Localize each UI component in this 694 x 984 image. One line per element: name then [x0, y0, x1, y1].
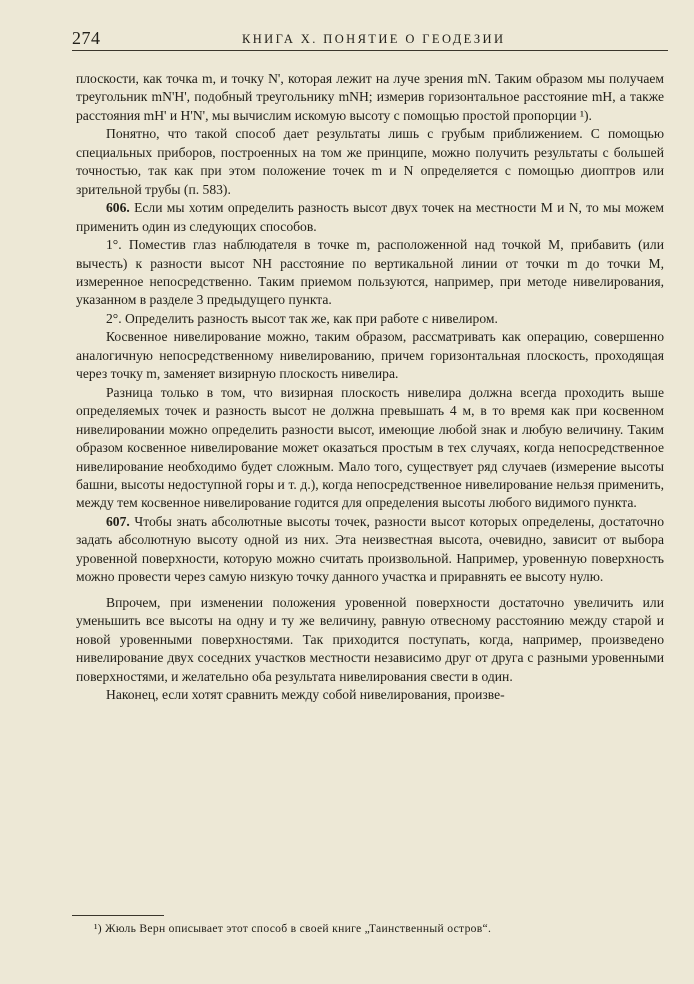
page-header — [72, 28, 668, 51]
paragraph-607: 607. Чтобы знать абсолютные высоты точек, разности высот которых определены, достаточно задать абсолютную высоту одной из них. Эта неизвестная высота, очевидно, зависит от выбора уровенной поверхности, которую можно считать произвольной. Например, уровенную поверхность можно провести через самую низкую точку данного участка и приравнять ее высоту нулю. — [76, 513, 664, 585]
paragraph: Разница только в том, что визирная плоскость нивелира должна всегда проходить выше определяемых точек и разность высот не должна превышать 4 м, в то время как при косвенном нивелировании можно определить разности высот, имеющие любой знак и любую величину. Таким образом косвенное нивелирование может оказаться простым в тех случаях, когда непосредственное нивелирование необходимо будет сложным. Мало того, существует ряд случаев (измерение высоты башни, высоты недоступной горы и т. д.), когда непосредственное нивелирование нельзя применить, между тем косвенное нивелирование годится для определения высоты любого видимого пункта. — [76, 384, 664, 511]
section-number: 606. — [106, 200, 130, 216]
running-title: КНИГА X. ПОНЯТИЕ О ГЕОДЕЗИИ — [242, 32, 506, 46]
paragraph: Понятно, что такой способ дает результаты лишь с грубым приближением. С помощью специальных приборов, построенных на том же принципе, можно получить результаты с большей точностью, так как при этом положение точек m и N определяется с помощью диоптров или зрительной трубы (п. 583). — [76, 126, 664, 197]
paragraph: 1°. Поместив глаз наблюдателя в точке m, расположенной над точкой M, прибавить (или вычесть) к разности высот NH расстояние по вертикальной линии от точки m до точки M, измеренное непосредственно. Таким приемом пользуются, например, при методе нивелирования, указанном в разделе 3 предыдущего пункта. — [76, 237, 664, 308]
footnote-rule — [72, 915, 164, 916]
page-number: 274 — [72, 28, 101, 48]
paragraph: Наконец, если хотят сравнить между собой нивелирования, произве- — [106, 686, 505, 702]
paragraph: Косвенное нивелирование можно, таким образом, рассматривать как операцию, совершенно аналогичную непосредственному нивелированию, причем горизонтальная плоскость, проходящая через точку m, заменяет визирную плоскость нивелира. — [76, 329, 664, 382]
page-body — [76, 70, 664, 704]
paragraph: 2°. Определить разность высот так же, как при работе с нивелиром. — [106, 310, 498, 326]
section-number: 607. — [106, 513, 130, 529]
paragraph-606: 606. Если мы хотим определить разность высот двух точек на местности M и N, то мы можем применить один из следующих способов. — [76, 200, 664, 234]
paragraph: плоскости, как точка m, и точку N', которая лежит на луче зрения mN. Таким образом мы получаем треугольник mN'H', подобный треугольнику mNH; измерив горизонтальное расстояние mH, а также расстояния mH' и H'N', мы вычислим искомую высоту с помощью простой пропорции ¹). — [76, 71, 664, 123]
paragraph: Впрочем, при изменении положения уровенной поверхности достаточно увеличить или уменьшить все высоты на одну и ту же величину, равную отвесному расстоянию между старой и новой уровенными поверхностями. Так приходится поступать, когда, например, произведено нивелирование двух соседних участков местности независимо друг от друга с разными уровенными поверхностями, и желательно оба результата нивелирования свести в один. — [76, 594, 664, 684]
footnote: ¹) Жюль Верн описывает этот способ в своей книге „Таинственный остров“. — [94, 922, 492, 935]
